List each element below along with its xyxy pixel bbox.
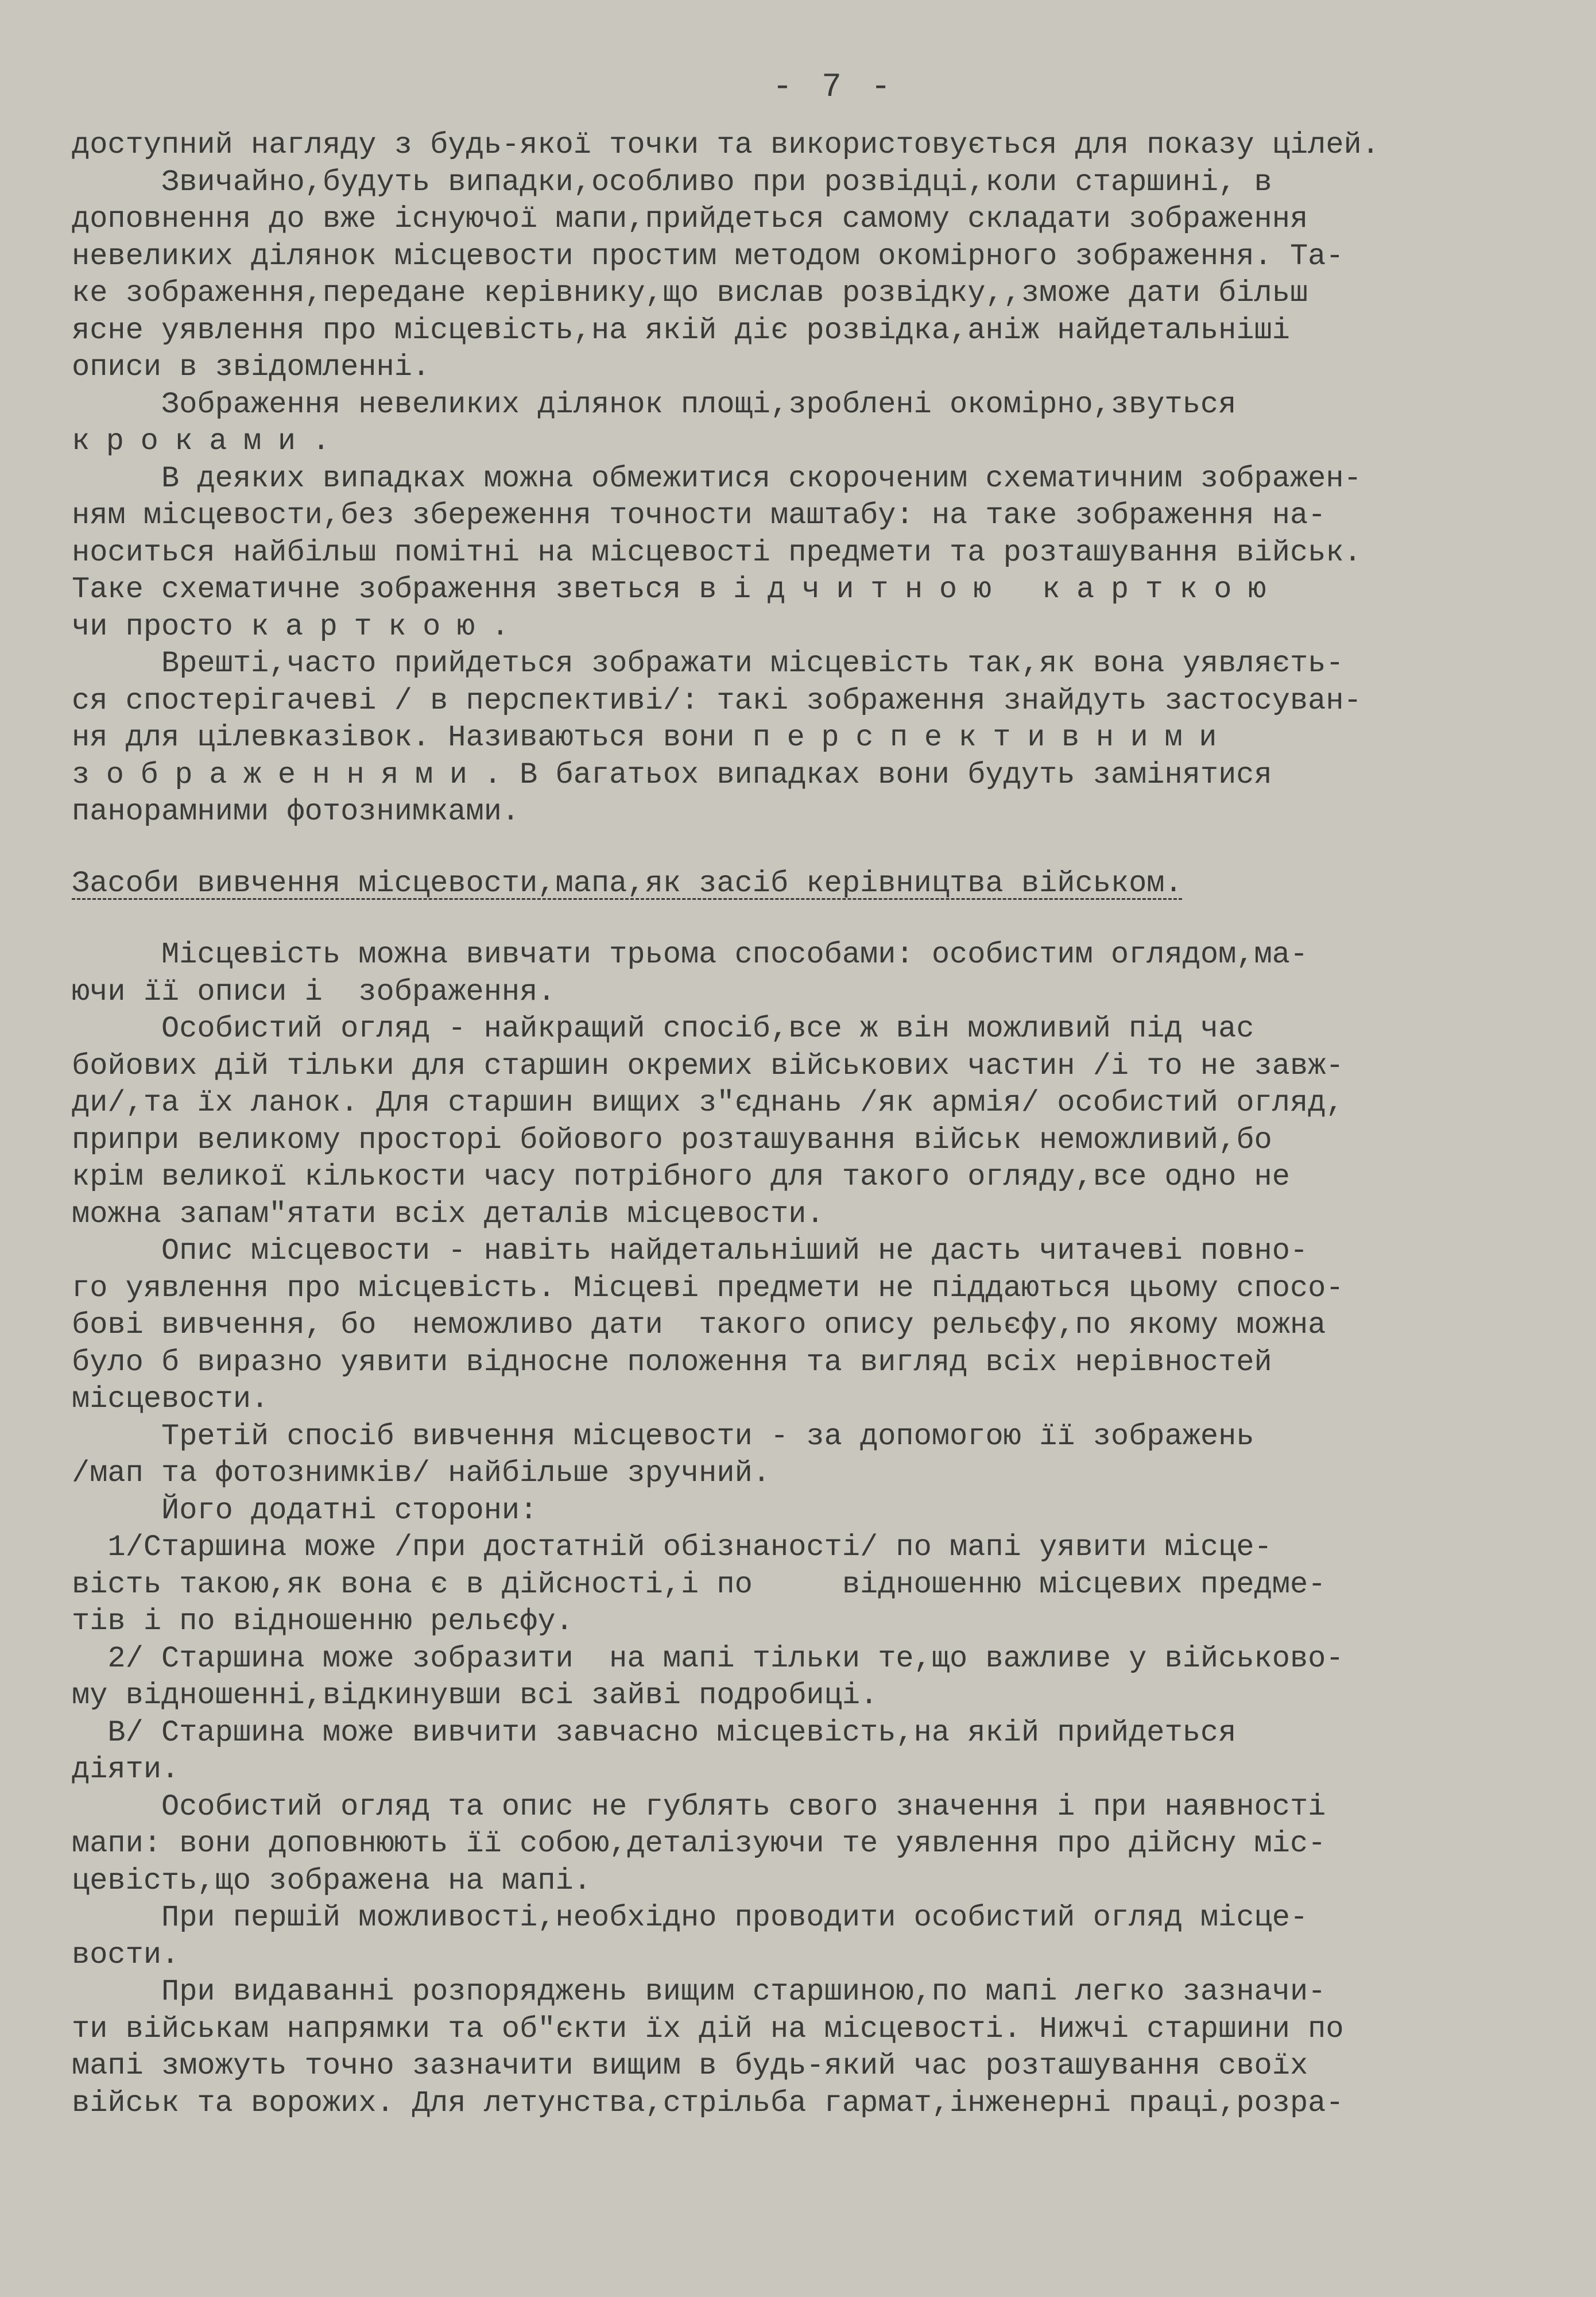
spaced-term: карткою [251,609,491,644]
text-line: ди/,та їх ланок. Для старшин вищих з"єднань /як армія/ особистий огляд, [72,1086,1344,1120]
text-line: Третій спосіб вивчення місцевости - за допомогою її зображень [72,1419,1254,1453]
line-end: . В багатьох випадках вони будуть замінятися [483,757,1272,792]
text-line [72,757,1550,794]
line-end: . [312,424,330,458]
text-line: Місцевість можна вивчати трьома способами: особистим оглядом,ма- [72,938,1308,972]
line-end: . [491,609,509,644]
text-line: Його додатні сторони: [72,1493,538,1528]
spaced-term: перспективними [752,721,1234,755]
text-line: При видаванні розпоряджень вищим старшиною,по мапі легко зазначи- [72,1975,1326,2009]
text-line [72,571,1550,609]
text-line: В/ Старшина може вивчити завчасно місцевість,на якій прийдеться [72,1715,1237,1750]
paragraph-kroky [72,386,1550,461]
text-line: вости. [72,1938,180,1972]
text-line: місцевости. [72,1382,269,1416]
text-line: вість такою,як вона є в дійсності,і по відношенню місцевих предме- [72,1567,1326,1602]
text-line: ням місцевости,без збереження точности маштабу: на таке зображення на- [72,498,1326,532]
text-line: Особистий огляд - найкращий спосіб,все ж він можливий під час [72,1012,1254,1046]
text-line: бові вивчення, бо неможливо дати такого опису рельєфу,по якому можна [72,1308,1326,1342]
text-line: В деяких випадках можна обмежитися скороченим схематичним зображен- [72,461,1362,496]
text-line: тів і по відношенню рельєфу. [72,1604,574,1638]
text-line: Зображення невеликих ділянок площі,зроблені окомірно,звуться [72,387,1237,421]
text-line: 1/Старшина може /при достатній обізнаності/ по мапі уявити місце- [72,1530,1272,1564]
text-line: доступний нагляду з будь-якої точки та використовується для показу цілей. [72,128,1380,162]
section-heading-line [72,865,1550,903]
text-line: ке зображення,передане керівнику,що вислав розвідку,,зможе дати більш [72,276,1308,310]
text-line: ясне уявлення про місцевість,на якій діє розвідка,аніж найдетальніші [72,313,1290,347]
text-line: 2/ Старшина може зобразити на мапі тільки те,що важливе у військово- [72,1641,1344,1676]
text-line: /мап та фотознимків/ найбільше зручний. [72,1456,770,1490]
spaced-term: кроками [72,424,312,458]
text-line: Звичайно,будуть випадки,особливо при розвідці,коли старшині, в [72,165,1272,199]
text-line: цевість,що зображена на мапі. [72,1863,591,1898]
text-line: діяти. [72,1753,180,1786]
text-line: було б виразно уявити відносне положення та вигляд всіх нерівностей [72,1345,1272,1379]
text-line: невеликих ділянок місцевости простим методом окомірного зображення. Та- [72,239,1344,273]
paragraph-perspective [72,645,1550,831]
text-line: При першій можливості,необхідно проводити особистий огляд місце- [72,1901,1308,1935]
text-line [72,720,1550,757]
text-line: військ та ворожих. Для летунства,стрільба гармат,інженерні праці,розра- [72,2086,1344,2120]
text-line: го уявлення про місцевість. Місцеві предмети не піддаються цьому спосо- [72,1271,1344,1305]
text-line: носиться найбільш помітні на місцевості предмети та розташування військ. [72,535,1362,570]
text-line: Опис місцевости - навіть найдетальніший не дасть читачеві повно- [72,1234,1308,1268]
paragraph-kartka [72,461,1550,646]
text-line: ся спостерігачеві / в перспективі/: такі зображення знайдуть застосуван- [72,683,1362,718]
text-line: бойових дій тільки для старшин окремих військових частин /і то не завж- [72,1049,1344,1083]
text-line: припри великому просторі бойового розташування військ неможливий,бо [72,1123,1272,1157]
line-start: ня для цілевказівок. Називаються вони [72,721,753,755]
paragraph-intro [72,127,1550,386]
text-line: доповнення до вже існуючої мапи,прийдеться самому складати зображення [72,202,1308,236]
text-line: му відношенні,відкинувши всі зайві подробиці. [72,1679,878,1712]
text-line: можна запам"ятати всіх деталів місцевости. [72,1197,824,1231]
text-line: мапі зможуть точно зазначити вищим в будь-який час розташування своїх [72,2049,1308,2083]
section-heading: Засоби вивчення місцевости,мапа,як засіб керівництва військом. [72,866,1183,900]
text-line: мапи: вони доповнюють її собою,деталізуючи те уявлення про дійсну міс- [72,1827,1326,1861]
text-line: Врешті,часто прийдеться зображати місцевість так,як вона уявляєть- [72,647,1344,680]
line-start: Таке схематичне зображення зветься [72,573,699,606]
text-line: крім великої кількости часу потрібного для такого огляду,все одно не [72,1160,1290,1194]
spaced-term: зображеннями [72,757,484,792]
text-line: Особистий огляд та опис не гублять свого значення і при наявності [72,1789,1326,1824]
text-line: описи в звідомленні. [72,350,431,384]
text-line: ючи її описи і зображення. [72,975,556,1009]
text-line: ти військам напрямки та об"єкти їх дій на місцевості. Нижчі старшини по [72,2012,1344,2046]
spaced-term: відчитною карткою [699,573,1283,606]
text-line [72,423,1550,461]
line-start: чи просто [72,609,251,644]
text-line: панорамними фотознимками. [72,795,520,829]
paragraph-methods [72,937,1550,2122]
page-number: - 7 - [772,69,896,106]
text-line [72,609,1550,646]
